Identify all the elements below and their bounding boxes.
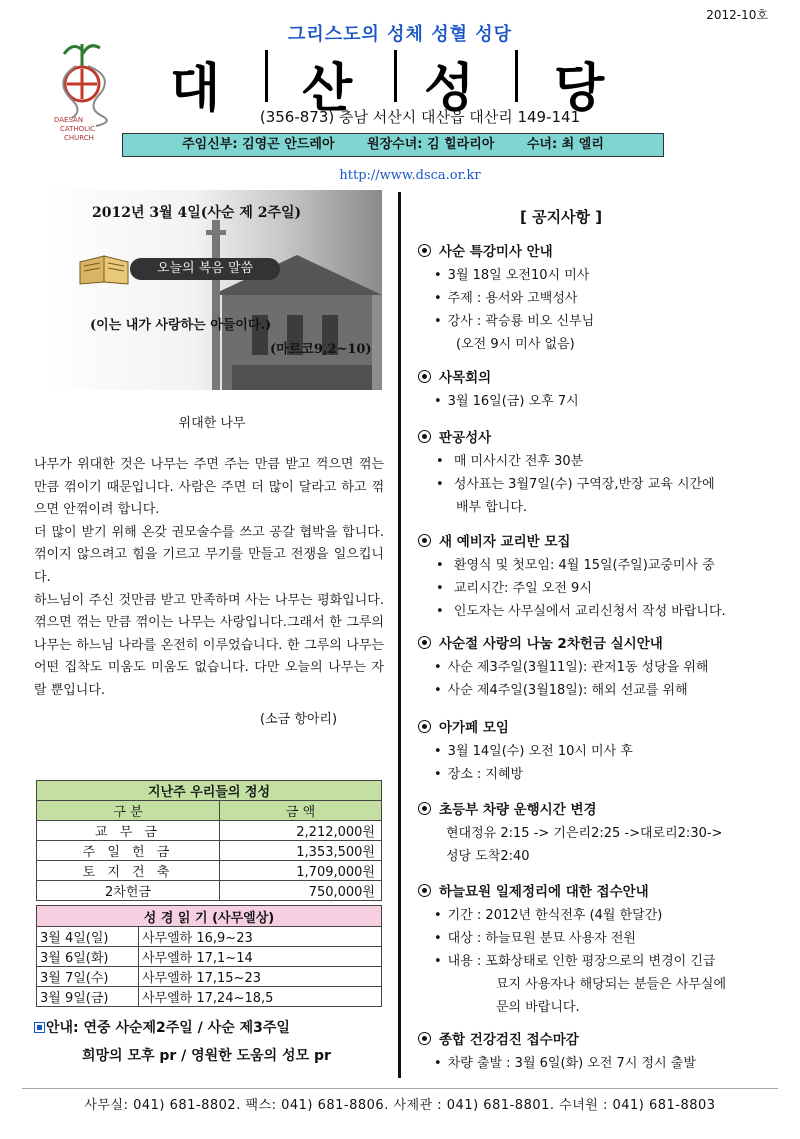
reading-date: 3월 9일(금) <box>37 987 139 1007</box>
staff-pastor: 주임신부: 김영곤 안드레아 <box>182 137 335 152</box>
announcement-section <box>418 798 790 868</box>
essay-title: 위대한 나무 <box>178 416 246 431</box>
list-item: 차량 출발 : 3월 6일(화) 오전 7시 정시 출발 <box>447 1056 696 1071</box>
table-row <box>37 861 382 881</box>
circle-bullet-icon <box>418 636 431 649</box>
section-heading: 초등부 차량 운행시간 변경 <box>439 802 597 818</box>
announcement-section: 사순 특강미사 안내 • 3월 18일 오전10시 미사 • 주제 : 용서와 고백성사 • 강사 : 곽승룡 비오 신부님 (오전 9시 미사 없음) <box>418 240 790 356</box>
announcements-title: [ 공지사항 ] <box>520 208 603 226</box>
list-item: 3월 14일(수) 오전 10시 미사 후 <box>447 744 633 759</box>
announcement-section: 새 예비자 교리반 모집 • 환영식 및 첫모임: 4월 15일(주일)교중미사 중 • 교리시간: 주일 오전 9시 • 인도자는 사무실에서 교리신청서 작성 바랍니다. <box>418 530 790 623</box>
circle-bullet-icon <box>418 534 431 547</box>
announcement-section: 종합 건강검진 접수마감 • 차량 출발 : 3월 6일(화) 오전 7시 정시 출발 <box>418 1028 790 1075</box>
list-item: 내용 : 포화상태로 인한 평장으로의 변경이 긴급 <box>447 954 716 969</box>
gospel-quote: (이는 내가 사랑하는 아들이다.) <box>90 318 272 333</box>
church-photo <box>192 220 382 390</box>
list-item-continued: 배부 합니다. <box>456 500 528 515</box>
list-item: 현대정유 2:15 -> 기은리2:25 ->대로리2:30-> <box>446 826 723 841</box>
bible-reading-table <box>36 905 382 1007</box>
website-link[interactable]: http://www.dsca.or.kr <box>339 168 481 183</box>
title-char-4: 당 <box>554 59 605 119</box>
square-bullet-icon <box>34 1022 45 1033</box>
announcement-section: 아가페 모임 • 3월 14일(수) 오전 10시 미사 후 • 장소 : 지혜방 <box>418 716 790 786</box>
table-row <box>37 881 382 901</box>
announcement-section: 사순절 사랑의 나눔 2차헌금 실시안내 • 사순 제3주일(3월11일): 관저1동 성당을 위해 • 사순 제4주일(3월18일): 해외 선교를 위해 <box>418 632 790 702</box>
reading-date: 3월 4일(일) <box>37 927 139 947</box>
section-heading: 종합 건강검진 접수마감 <box>439 1032 579 1048</box>
gospel-reference: (마르코9,2~10) <box>270 342 372 357</box>
section-heading: 사순 특강미사 안내 <box>439 244 553 260</box>
reading-passage: 사무엘하 17,15~23 <box>139 967 382 987</box>
offering-label: 2차헌금 <box>37 881 220 901</box>
notice-line-1: 안내: 연중 사순제2주일 / 사순 제3주일 <box>46 1020 290 1036</box>
offering-amount: 750,000원 <box>220 881 382 901</box>
essay-paragraph: 더 많이 받기 위해 온갖 권모술수를 쓰고 공갈 협박을 합니다. 꺾이지 않으려고 힘을 기르고 무기를 만들고 전쟁을 일으킵니다. <box>34 524 384 585</box>
staff-sister: 수녀: 최 엘리 <box>526 137 604 152</box>
parish-subtitle: 그리스도의 성체 성혈 성당 <box>287 24 513 45</box>
offering-amount: 2,212,000원 <box>220 821 382 841</box>
section-heading: 새 예비자 교리반 모집 <box>439 534 571 550</box>
title-divider <box>394 50 397 102</box>
list-item: 성당 도착2:40 <box>446 849 530 864</box>
section-heading: 사순절 사랑의 나눔 2차헌금 실시안내 <box>439 636 663 652</box>
gospel-label: 오늘의 복음 말씀 <box>130 258 280 280</box>
section-heading: 사목회의 <box>439 370 492 386</box>
offering-label: 토 지 건 축 <box>37 861 220 881</box>
staff-banner <box>122 133 664 157</box>
list-item: 사순 제4주일(3월18일): 해외 선교를 위해 <box>447 683 688 698</box>
section-heading: 하늘묘원 일제정리에 대한 접수안내 <box>439 884 649 900</box>
table-row <box>37 987 382 1007</box>
circle-bullet-icon <box>418 370 431 383</box>
list-item: 장소 : 지혜방 <box>447 767 524 782</box>
circle-bullet-icon <box>418 720 431 733</box>
circle-bullet-icon <box>418 802 431 815</box>
essay-paragraph: 하느님이 주신 것만큼 받고 만족하며 사는 나무는 평화입니다. 꺾으면 꺾는 만큼 꺾이는 나무는 사랑입니다.그래서 한 그루의 나무는 하느님 나라를 온전히 이루었습니다. 한 그루의 나무는 어떤 집착도 미움도 미움도 없습니다. 다만 오늘의 나무는 자랄 뿐입니다. <box>34 592 384 698</box>
section-heading: 판공성사 <box>439 430 492 446</box>
parish-address: (356-873) 충남 서산시 대산읍 대산리 149-141 <box>259 108 581 126</box>
title-char-3: 성 <box>424 59 475 119</box>
list-item: 매 미사시간 전후 30분 <box>453 454 584 469</box>
list-item: 3월 18일 오전10시 미사 <box>447 268 590 283</box>
list-item: 3월 16일(금) 오후 7시 <box>447 394 579 409</box>
column-divider <box>398 192 401 1078</box>
list-item: 성사표는 3월7일(수) 구역장,반장 교육 시간에 <box>453 477 715 492</box>
list-item-continued: 묘지 사용자나 해당되는 분들은 사무실에 <box>496 977 727 992</box>
list-item: 기간 : 2012년 한식전후 (4월 한달간) <box>447 908 663 923</box>
list-item: 환영식 및 첫모임: 4월 15일(주일)교중미사 중 <box>453 558 715 573</box>
offering-caption: 지난주 우리들의 정성 <box>37 781 382 801</box>
announcement-section: 사목회의 • 3월 16일(금) 오후 7시 <box>418 366 790 413</box>
offering-amount: 1,353,500원 <box>220 841 382 861</box>
list-item: 강사 : 곽승룡 비오 신부님 <box>447 314 595 329</box>
table-row <box>37 967 382 987</box>
reading-date: 3월 6일(화) <box>37 947 139 967</box>
offering-col-amount: 금 액 <box>220 801 382 821</box>
offering-amount: 1,709,000원 <box>220 861 382 881</box>
church-logo <box>50 36 120 146</box>
offering-table <box>36 780 382 901</box>
offering-col-category: 구 분 <box>37 801 220 821</box>
footer-contacts: 사무실: 041) 681-8802. 팩스: 041) 681-8806. 사제관 : 041) 681-8801. 수녀원 : 041) 681-8803 <box>84 1098 716 1113</box>
staff-superior: 원장수녀: 김 힐라리아 <box>367 137 495 152</box>
table-row <box>37 947 382 967</box>
list-item-continued: 문의 바랍니다. <box>496 1000 580 1015</box>
list-item: 주제 : 용서와 고백성사 <box>447 291 578 306</box>
table-row <box>37 841 382 861</box>
issue-number: 2012-10호 <box>706 8 768 22</box>
table-row <box>37 927 382 947</box>
essay-source: (소금 항아리) <box>260 712 338 727</box>
title-char-1: 대 <box>170 59 221 119</box>
offering-label: 교 무 금 <box>37 821 220 841</box>
title-divider <box>515 50 518 102</box>
list-item: 인도자는 사무실에서 교리신청서 작성 바랍니다. <box>453 604 726 619</box>
notice-line-2: 희망의 모후 pr / 영원한 도움의 성모 pr <box>82 1048 331 1064</box>
footer-divider <box>22 1088 778 1089</box>
circle-bullet-icon <box>418 244 431 257</box>
logo-line-2: CATHOLIC <box>60 125 96 133</box>
logo-line-1: DAESAN <box>54 116 84 124</box>
offering-label: 주 일 헌 금 <box>37 841 220 861</box>
list-item-continued: (오전 9시 미사 없음) <box>456 337 575 352</box>
reading-caption: 성 경 읽 기 (사무엘상) <box>37 906 382 927</box>
reading-passage: 사무엘하 16,9~23 <box>139 927 382 947</box>
reading-passage: 사무엘하 17,1~14 <box>139 947 382 967</box>
essay-body <box>34 454 384 703</box>
list-item: 대상 : 하늘묘원 분묘 사용자 전원 <box>447 931 636 946</box>
table-row <box>37 821 382 841</box>
bible-icon <box>78 252 130 286</box>
announcement-section: 판공성사 • 매 미사시간 전후 30분 • 성사표는 3월7일(수) 구역장,반장 교육 시간에 배부 합니다. <box>418 426 790 519</box>
title-char-2: 산 <box>302 59 353 119</box>
list-item: 사순 제3주일(3월11일): 관저1동 성당을 위해 <box>447 660 709 675</box>
gospel-box <box>42 190 382 390</box>
list-item: 교리시간: 주일 오전 9시 <box>453 581 592 596</box>
announcement-section: 하늘묘원 일제정리에 대한 접수안내 • 기간 : 2012년 한식전후 (4월 한달간) • 대상 : 하늘묘원 분묘 사용자 전원 • 내용 : 포화상태로 인한 평장으로의 변경이 긴급 묘지 사용자나 해당되는 분들은 사무실에 문의 바랍니다. <box>418 880 790 1019</box>
title-divider <box>265 50 268 102</box>
reading-passage: 사무엘하 17,24~18,5 <box>139 987 382 1007</box>
circle-bullet-icon <box>418 430 431 443</box>
circle-bullet-icon <box>418 884 431 897</box>
section-heading: 아가페 모임 <box>439 720 509 736</box>
reading-date: 3월 7일(수) <box>37 967 139 987</box>
logo-line-3: CHURCH <box>64 134 94 142</box>
circle-bullet-icon <box>418 1032 431 1045</box>
gospel-date: 2012년 3월 4일(사순 제 2주일) <box>92 205 302 221</box>
essay-paragraph: 나무가 위대한 것은 나무는 주면 주는 만큼 받고 꺽으면 꺾는 만큼 꺾이기 때문입니다. 사람은 주면 더 많이 달라고 하고 꺾으면 안꺾이려 합니다. <box>34 457 384 518</box>
